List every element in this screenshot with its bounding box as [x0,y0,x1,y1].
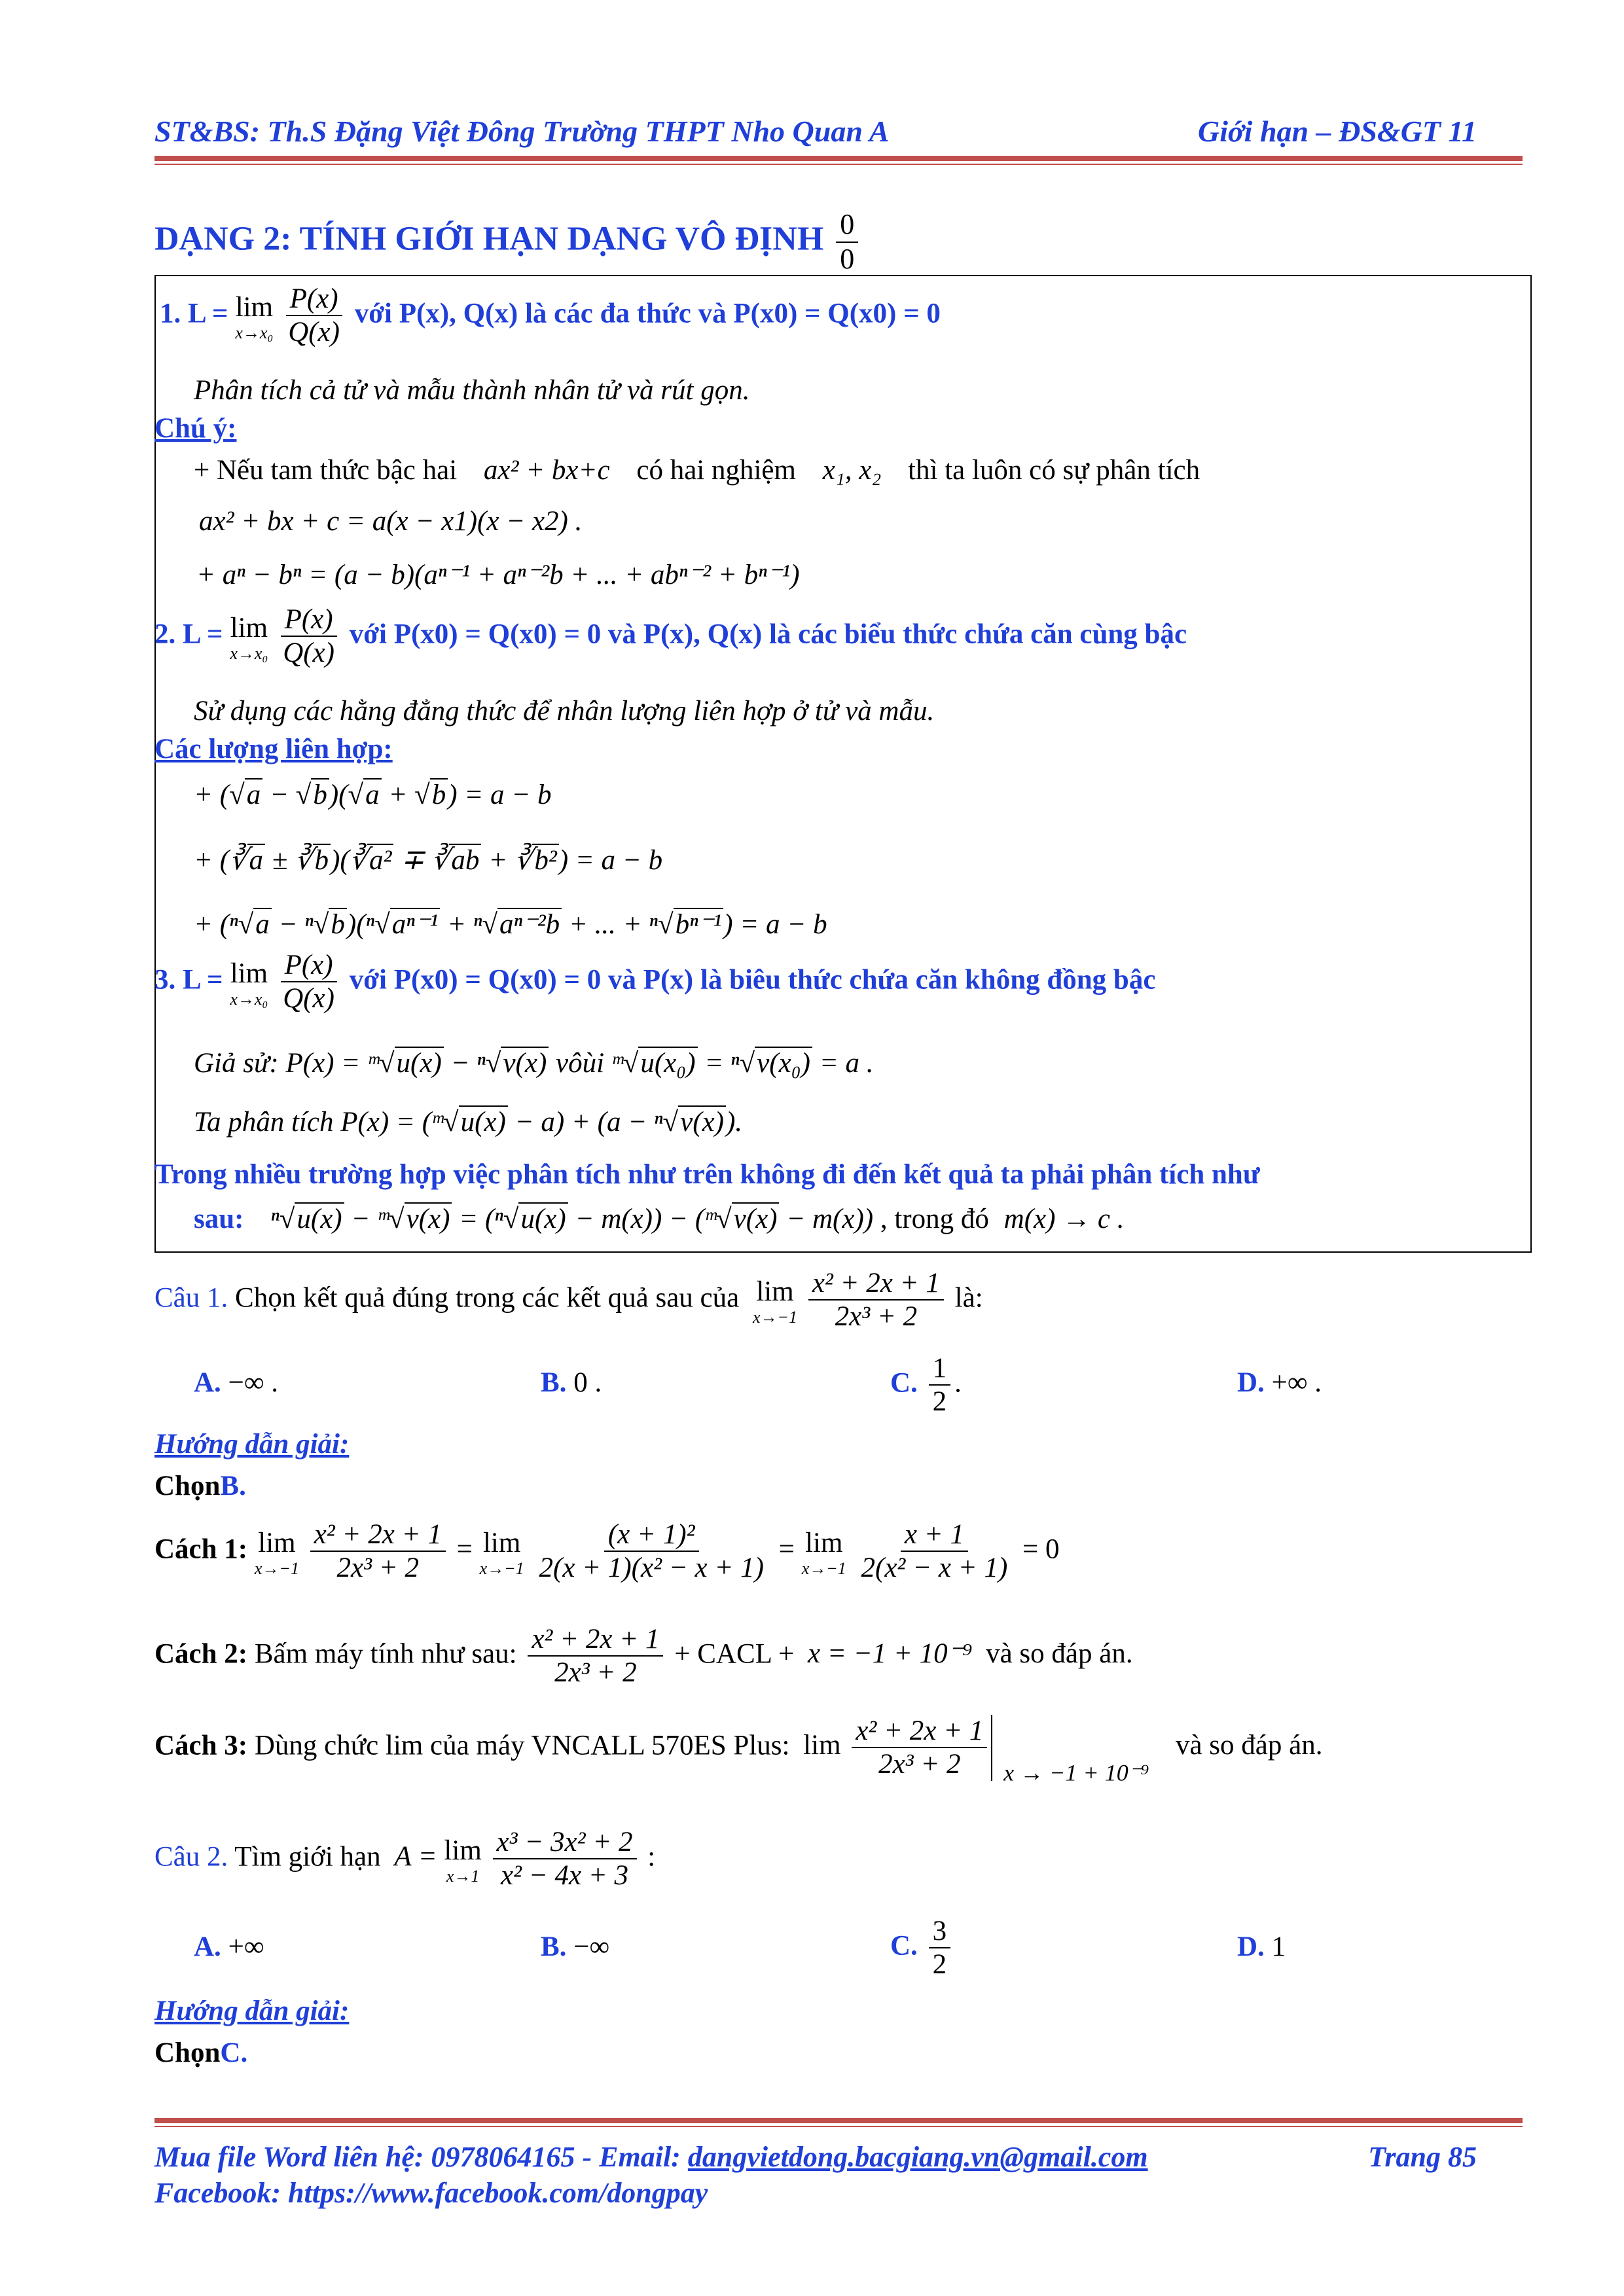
item-3-hint-1-text: Giả sử: P(x) = [194,1048,361,1079]
item-3-label: 3. L = [154,964,223,996]
q1-c3-end: và so đáp án. [1175,1730,1323,1761]
conj-label: Các lượng liên hợp: [154,734,393,764]
item-3 [154,949,1155,1015]
title-frac-den: 0 [840,242,855,275]
footer-email-link[interactable]: dangvietdong.bacgiang.vn@gmail.com [687,2141,1148,2173]
header-right: Giới hạn – ĐS&GT 11 [1198,115,1477,148]
q1-choice: ChọnB. [154,1471,246,1501]
item-1-label: 1. L = [160,298,228,329]
lim-symbol: lim x→x₀ [235,291,274,343]
item-3-note-2: sau: ⁿ√u(x) − ᵐ√v(x) = (ⁿ√u(x) − m(x)) − (ᵐ√v(x) − m(x)) , trong đó m(x) → c . [194,1204,1125,1234]
q1-guide: Hướng dẫn giải: [154,1429,350,1460]
item-3-hint-2-text: Ta phân tích P(x) = [194,1107,415,1138]
q1-option-d[interactable]: D. +∞ . [1237,1367,1322,1398]
q2-option-a[interactable]: A. +∞ [194,1931,264,1962]
title-frac-num: 0 [836,208,858,243]
note-label: Chú ý: [154,413,237,444]
question-2: Câu 2. Tìm giới hạn A = lim x→1 $\frac{\text{x³ − 3x² + 2}}{\text{x² − 4x + 3}}$ : [154,1827,656,1892]
q1-method-1: Cách 1: lim x→−1 $\frac{\text{x² + 2x + 1}}{\text{2x³ + 2}}$ = lim x→−1 $\frac{\text{(x + 1)²}}{\text{2(x + 1)(x² − x + 1)}}$ = lim x→−1 $\frac{x + 1}{\text{2(x² − x + 1)}}$ = 0 [154,1519,1060,1584]
item-1-hint: Phân tích cả tử và mẫu thành nhân tử và rút gọn. [194,375,750,406]
item-2-text: với P(x0) = Q(x0) = 0 và P(x), Q(x) là các biểu thức chứa căn cùng bậc [349,619,1187,650]
q1-c2-text: Bấm máy tính như sau: [254,1638,517,1670]
q1-c2-tail: + CACL + [674,1638,795,1670]
q1-method-2: Cách 2: Bấm máy tính như sau: $\frac{\text{x² + 2x + 1}}{\text{2x³ + 2}}$ + CACL + x = −1 + 10⁻⁹ và so đáp án. [154,1624,1133,1689]
section-title [154,208,862,276]
item-1 [160,283,941,349]
q1-fraction: $\frac{\text{x² + 2x + 1}}{\text{2x³ + 2}}$ [808,1267,944,1333]
q2-option-c[interactable]: C. $\frac{3}{2}$ [890,1915,954,1981]
item-3-note-3: , trong đó [880,1204,989,1234]
note-1-b: có hai nghiệm [636,455,796,486]
note-2-formula: + aⁿ − bⁿ = (a − b)(aⁿ⁻¹ + aⁿ⁻²b + ... + abⁿ⁻² + bⁿ⁻¹) [196,560,800,590]
title-fraction [836,208,858,276]
page-number: Trang 85 [1368,2141,1477,2173]
footer-rule-thin [154,2126,1523,2127]
note-1: + Nếu tam thức bậc hai ax² + bx+c có hai nghiệm x₁, x₂ thì ta luôn có sự phân tích [194,455,1200,486]
footer-line-1: Mua file Word liên hệ: 0978064165 - Email: [154,2141,681,2173]
title-text: DẠNG 2: TÍNH GIỚI HẠN DẠNG VÔ ĐỊNH [154,220,824,258]
q2-guide: Hướng dẫn giải: [154,1996,350,2026]
q2-choice: ChọnC. [154,2037,248,2068]
q1-c3-text: Dùng chức lim của máy VNCALL 570ES Plus: [254,1730,790,1761]
q1-method-3: Cách 3: Dùng chức lim của máy VNCALL 570ES Plus: lim $\frac{\text{x² + 2x + 1}}{\text{2x³ + 2}}$ $_{x \to -1 + 10^{-9}}$ và so đáp án. [154,1715,1323,1786]
q1-c2-end: và so đáp án. [986,1638,1133,1670]
header-left: ST&BS: Th.S Đặng Việt Đông Trường THPT Nho Quan A [154,115,890,148]
q1-label: Câu 1. [154,1282,228,1314]
pq-fraction: $\frac{P(x)}{Q(x)}$ [284,283,344,349]
note-1-c: thì ta luôn có sự phân tích [908,455,1200,486]
item-2 [154,603,1187,670]
pq-fraction: $\frac{P(x)}{Q(x)}$ [279,603,338,670]
q1-c1-label: Cách 1: [154,1534,248,1565]
conj-1: + (√a − √b)(√a + √b) = a − b [194,780,552,810]
item-3-note: Trong nhiều trường hợp việc phân tích như trên không đi đến kết quả ta phải phân tích như [154,1159,1260,1190]
pq-fraction: $\frac{P(x)}{Q(x)}$ [279,949,338,1015]
item-2-hint: Sử dụng các hằng đẳng thức để nhân lượng liên hợp ở tử và mẫu. [194,696,935,726]
item-1-text: với P(x), Q(x) là các đa thức và P(x0) = Q(x0) = 0 [354,298,941,329]
page-footer [154,2139,1477,2211]
q2-option-b[interactable]: B. −∞ [541,1931,610,1962]
q1-option-a[interactable]: A. −∞ . [194,1367,278,1398]
q1-option-b[interactable]: B. 0 . [541,1367,602,1398]
footer-facebook-link[interactable]: Facebook: https://www.facebook.com/dongpay [154,2177,708,2209]
conj-3: + (ⁿ√a − ⁿ√b)(ⁿ√aⁿ⁻¹ + ⁿ√aⁿ⁻²b + ... + ⁿ√bⁿ⁻¹) = a − b [194,909,827,940]
header-rule [154,156,1523,161]
q2-label: Câu 2. [154,1841,228,1873]
lim-symbol: lim x→−1 [752,1276,798,1327]
note-1-formula: ax² + bx + c = a(x − x1)(x − x2) . [199,506,583,537]
note-1-a: + Nếu tam thức bậc hai [194,455,458,486]
q1-text: Chọn kết quả đúng trong các kết quả sau của [235,1282,740,1314]
q1-option-c[interactable]: C. $\frac{1}{2}$ . [890,1353,962,1418]
header-rule-thin [154,164,1523,165]
lim-symbol: lim x→x₀ [230,612,268,664]
item-3-hint-1: Giả sử: P(x) = ᵐ√u(x) − ⁿ√v(x) vôùi ᵐ√u(x₀) = ⁿ√v(x₀) = a . [194,1048,874,1079]
lim-symbol: lim x→x₀ [230,958,268,1009]
item-3-hint-1b-text: vôùi [556,1048,605,1079]
q1-tail: là: [954,1282,983,1314]
item-3-text: với P(x0) = Q(x0) = 0 và P(x) là biêu thức chứa căn không đồng bậc [349,964,1156,996]
q1-c3-label: Cách 3: [154,1730,248,1761]
conj-2: + (∛a ± ∛b)(∛a² ∓ ∛ab + ∛b²) = a − b [194,845,663,876]
item-3-hint-2: Ta phân tích P(x) = (ᵐ√u(x) − a) + (a − ⁿ√v(x)). [194,1107,743,1138]
footer-rule [154,2118,1523,2123]
q2-text: Tìm giới hạn [234,1841,381,1873]
item-3-note-2-label: sau: [194,1204,244,1234]
item-2-label: 2. L = [154,619,223,650]
page-header [154,113,1477,151]
q1-c2-label: Cách 2: [154,1638,248,1670]
q2-option-d[interactable]: D. 1 [1237,1931,1286,1962]
question-1 [154,1267,983,1333]
